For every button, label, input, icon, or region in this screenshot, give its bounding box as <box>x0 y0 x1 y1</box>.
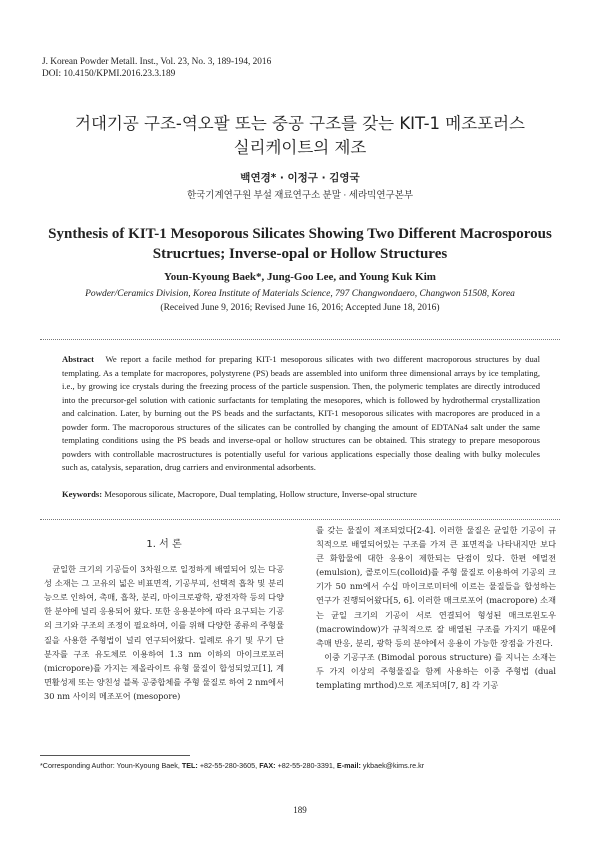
footnote-author: *Corresponding Author: Youn-Kyoung Baek, <box>40 761 180 770</box>
footnote <box>40 761 560 770</box>
korean-title-line1: 거대기공 구조-역오팔 또는 중공 구조를 갖는 KIT-1 메조포러스 <box>75 114 525 133</box>
english-title <box>40 224 560 264</box>
english-title-line2: Strucrtues; Inverse-opal or Hollow Structures <box>152 246 448 262</box>
korean-title-line2: 실리케이트의 제조 <box>233 138 367 157</box>
korean-affiliation: 한국기계연구원 부설 재료연구소 분말 · 세라믹연구본부 <box>186 191 414 201</box>
email-value[interactable]: ykbaek@kims.re.kr <box>362 761 425 770</box>
footnote-rule <box>40 755 190 756</box>
journal-citation <box>42 56 271 80</box>
right-paragraph-2: 이중 기공구조 (Bimodal porous structure) 를 지니는 소재는 두 가지 이상의 주형물질을 함께 사용하는 이중 주형법 (dual templating mrthod)으로 제조되며[7, 8] 각 기공 <box>316 651 556 691</box>
keywords-block <box>62 489 540 499</box>
tel-label: TEL: <box>181 761 198 770</box>
keywords-label: Keywords: <box>62 489 103 499</box>
doi-line: DOI: 10.4150/KPMI.2016.23.3.189 <box>42 69 176 79</box>
right-column <box>316 523 556 692</box>
keywords-text: Mesoporous silicate, Macropore, Dual templating, Hollow structure, Inverse-opal structure <box>104 489 417 499</box>
abstract-text: We report a facile method for preparing KIT-1 mesoporous silicates with two different macroporous structures by dual templating. As a template for macropores, polystyrene (PS) beads are assembled into uniform three dimensional arrays by ice templating, i.e., by growing ice crystals during the freezing process of the particle suspension. Then, the polymeric templates are directly introduced into the precursor-gel solution with cationic surfactants for templating the mesopores, which is followed by hydrothermal crystallization and calcination. Later, by burning out the PS beads and the surfactants, KIT-1 mesoporous silicates with macropores are produced in a powder form. The macroporous structures of the silicates can be controlled by changing the amount of EDTANa4 salt under the same templating conditions using the PS beads and inverse-opal or hollow structures can be obtained. This strategy to prepare mesoporous powders with controllable macrostructures is potentially useful for various applications especially those dealing with bulky molecules such as, catalysis, separation, drug carriers and environmental adsorbents. <box>62 354 540 472</box>
fax-label: FAX: <box>259 761 276 770</box>
english-authors: Youn-Kyoung Baek*, Jung-Goo Lee, and Young Kuk Kim <box>164 271 436 283</box>
left-column <box>44 538 284 703</box>
received-dates: (Received June 9, 2016; Revised June 16, 2016; Accepted June 18, 2016) <box>160 303 440 313</box>
korean-authors: 백연경* · 이정구 · 김영국 <box>240 172 360 184</box>
english-affiliation: Powder/Ceramics Division, Korea Institute of Materials Science, 797 Changwondaero, Changwon 51508, Korea <box>85 289 515 299</box>
email-label: E-mail: <box>336 761 361 770</box>
english-title-line1: Synthesis of KIT-1 Mesoporous Silicates Showing Two Different Macrosporous <box>48 226 552 242</box>
left-paragraph: 균일한 크기의 기공들이 3차원으로 일정하게 배열되어 있는 다공성 소재는 그 고유의 넓은 비표면적, 기공부피, 선택적 흡착 및 분리능으로 인하여, 촉매, 흡착, 분리, 마이크로광학, 광전자학 등의 다양한 분야에 널리 응용되어 왔다. 또한 응용분야에 따라 요구되는 기공의 크기와 구조의 조정이 필요하며, 이를 위해 다양한 종류의 주형물질을 사용한 주형법이 널리 연구되어왔다. 일례로 유기 및 무기 단 분자를 구조 유도체로 이용하여 1.3 nm 이하의 마이크로포러 (micropore)를 가지는 제올라이트 유형 물질이 합성되었고[1], 계면활성제 또는 양친성 블록 공중합체를 주형 물질로 하여 2 nm에서 30 nm 사이의 메조포어 (mesopore) <box>44 564 284 701</box>
divider-bottom <box>40 519 560 520</box>
korean-title <box>40 112 560 160</box>
section-heading: 1. 서 론 <box>146 539 182 550</box>
abstract-label: Abstract <box>62 354 94 364</box>
journal-line: J. Korean Powder Metall. Inst., Vol. 23, No. 3, 189-194, 2016 <box>42 57 272 67</box>
right-paragraph-1: 를 갖는 물질이 제조되었다[2-4]. 이러한 물질은 균일한 기공이 규칙적으로 배열되어있는 구조를 가져 큰 표면적을 나타내지만 보다 큰 화합물에 대한 응용이 제한되는 단점이 있다. 한편 에멀젼(emulsion), 콜로이드(colloid)를 주형 물질로 이용하여 기공의 크기가 50 nm에서 수십 마이크로미터에 이르는 물질들을 합성하는 연구가 진행되어왔다[5, 6]. 이러한 매크로포어 (macropore) 소재는 균일 크기의 기공이 서로 연결되어 형성된 매크로윈도우 (macrowindow)가 규칙적으로 잘 배열된 구조를 가지기 때문에 촉매 반응, 분리, 광학 등의 분야에서 응용이 가능한 장점을 가진다. <box>316 525 556 648</box>
tel-value: +82-55-280-3605, <box>199 761 258 770</box>
fax-value: +82-55-280-3391, <box>277 761 335 770</box>
page-number: 189 <box>293 805 307 815</box>
divider-top <box>40 339 560 340</box>
abstract-block <box>62 353 540 475</box>
